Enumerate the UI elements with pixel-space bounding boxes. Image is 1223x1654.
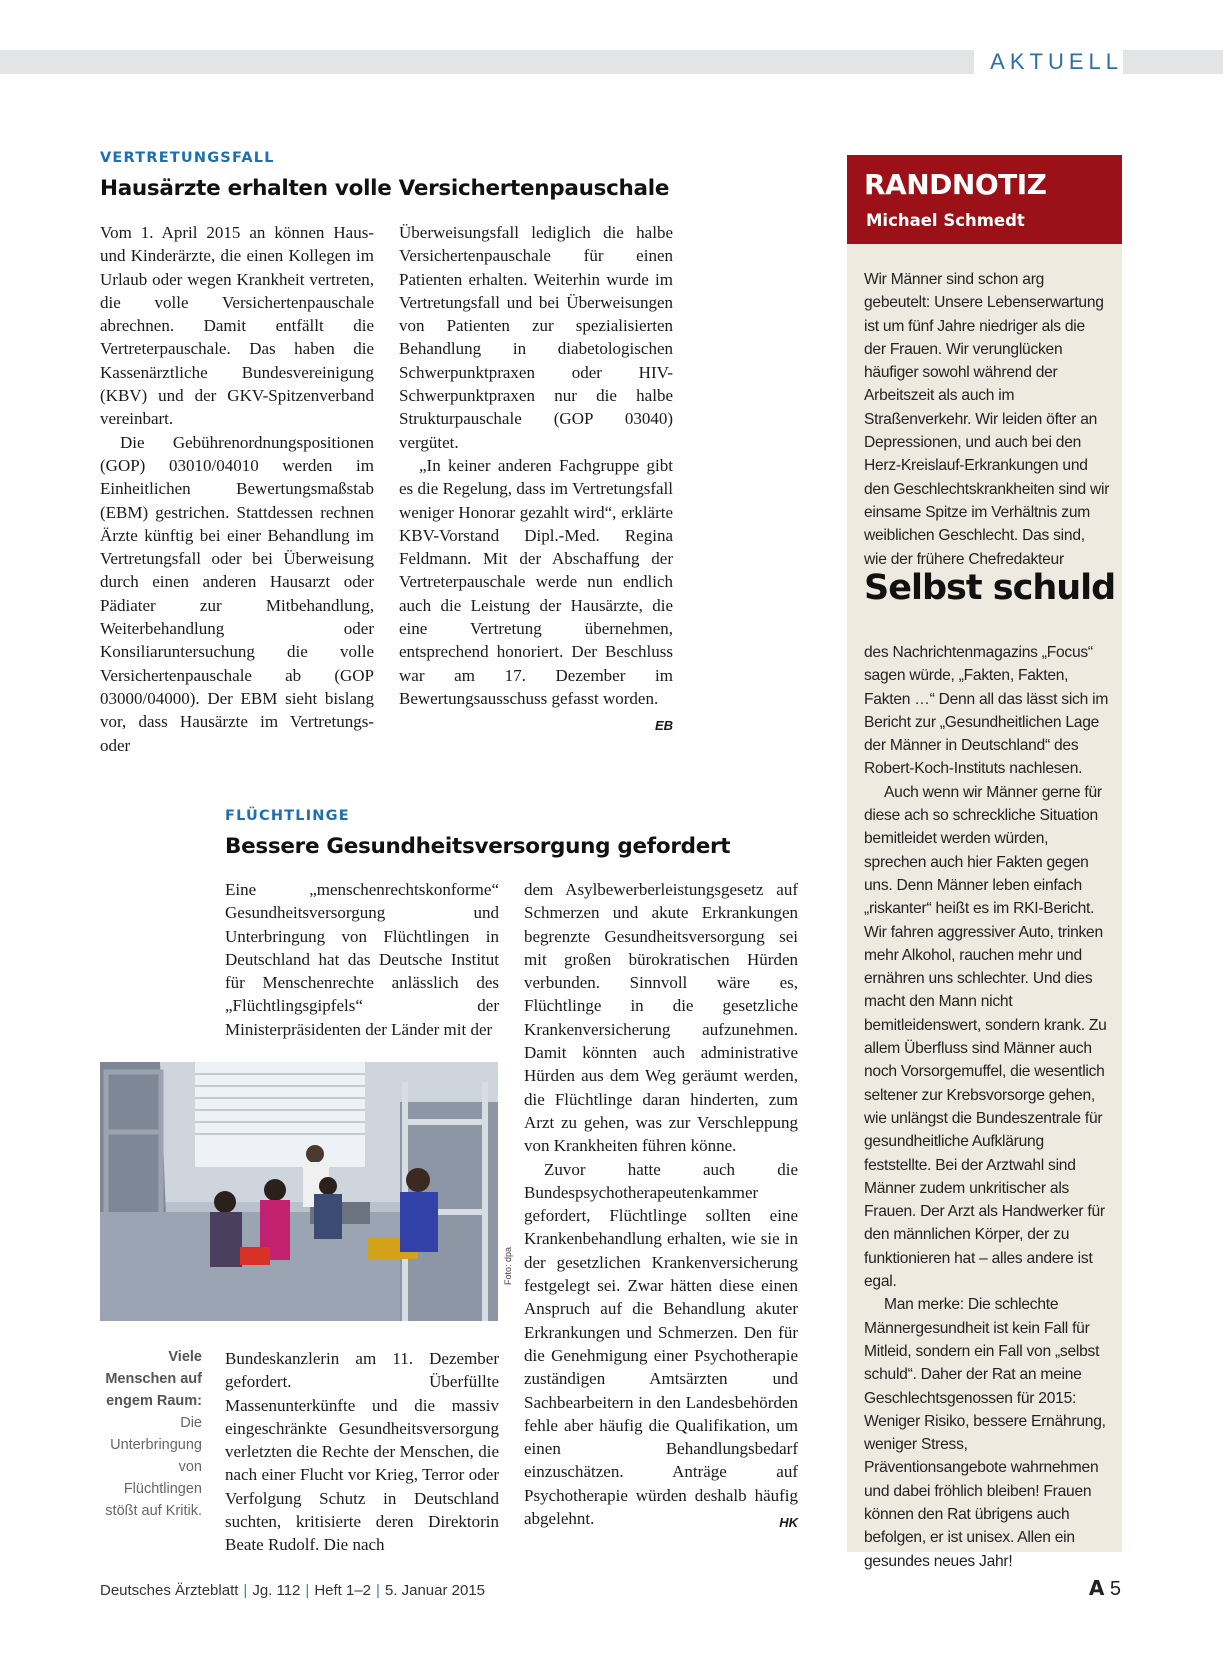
sidebar-big-title: Selbst schuld <box>864 568 1116 608</box>
sidebar-title: RANDNOTIZ <box>864 168 1047 201</box>
page-number <box>1089 1576 1121 1601</box>
article1-col2-para-2 <box>399 454 673 734</box>
footer-volume: Jg. 112 <box>252 1582 301 1599</box>
article1-column-2 <box>399 221 673 738</box>
footer-date: 5. Januar 2015 <box>384 1582 486 1599</box>
article2-col1-top-text: Eine „menschenrechtskonforme“ Gesundheitsversorgung und Unterbringung von Flüchtlingen in Deutschland hat das Deutsche Institut für Menschenrechte anlässlich des „Flüchtlingsgipfels“ der Ministerpräsidenten der Länder mit der <box>225 880 499 1039</box>
footer-journal: Deutsches Ärzteblatt <box>100 1582 239 1599</box>
photo-caption <box>100 1346 202 1522</box>
refugee-photo <box>100 1062 498 1321</box>
article2-headline: Bessere Gesundheitsversorgung gefordert <box>225 834 731 859</box>
article2-col2-para-1: dem Asylbewerberleistungsgesetz auf Schmerzen und akute Erkrankungen begrenzte Gesundheitsversorgung sei mit großen bürokratischen Hürden verbunden. Sinnvoll wäre es, Flüchtlinge in die gesetzliche Krankenversicherung aufzunehmen. Damit könnten auch administrative Hürden aus dem Weg geräumt werden, die Flüchtlinge daran hinderten, zum Arzt zu gehen, was zur Verschleppung von Krankheiten führen könne. <box>524 880 798 1156</box>
caption-text: Die Unterbringung von Flüchtlingen stößt auf Kritik. <box>105 1415 202 1519</box>
page-number-value: 5 <box>1109 1578 1121 1600</box>
article1-col2-para-2-text: „In keiner anderen Fachgruppe gibt es die Regelung, dass im Vertretungsfall weniger Honorar gezahlt wird“, erklärte KBV-Vorstand Dipl.-Med. Regina Feldmann. Mit der Abschaffung der Vertreterpauschale werde nun endlich auch die Leistung der Hausärzte, die eine Vertretung übernehmen, entsprechend honoriert. Der Beschluss war am 17. Dezember im Bewertungsausschuss gefasst worden. <box>399 455 673 708</box>
article2-kicker: FLÜCHTLINGE <box>225 808 350 824</box>
footer: Deutsches Ärzteblatt | Jg. 112 | Heft 1–2 | 5. Januar 2015 <box>100 1582 486 1599</box>
article2-col2-para-2 <box>524 1158 798 1531</box>
caption-bold: Viele Menschen auf engem Raum: <box>105 1349 202 1409</box>
article1-col1-para-1: Vom 1. April 2015 an können Haus- und Kinderärzte, die einen Kollegen im Urlaub oder wegen Krankheit vertreten, die volle Versichertenpauschale abrechnen. Damit entfällt die Vertreterpauschale. Das haben die Kassenärztliche Bundesvereinigung (KBV) und der GKV-Spitzenverband vereinbart. <box>100 223 374 429</box>
sidebar-para-3: Man merke: Die schlechte Männergesundheit ist kein Fall für Mitleid, sondern ein Fall von „selbst schuld“. Daher der Rat an meine Geschlechtsgenossen für 2015: Weniger Risiko, bessere Ernährung, weniger Stress, Präventionsangebote wahrnehmen und dabei fröhlich bleiben! Frauen können den Rat übrigens auch befolgen, er ist unisex. Allen ein gesundes neues Jahr! <box>864 1296 1106 1570</box>
article2-col1-bottom-text: Bundeskanzlerin am 11. Dezember gefordert. Überfüllte Massenunterkünfte und die massiv eingeschränkte Gesundheitsversorgung verletzten die Rechte der Menschen, die nach einer Flucht vor Krieg, Terror oder Verfolgung Schutz in Deutschland suchten, kritisierte deren Direktorin Beate Rudolf. Die nach <box>225 1349 499 1555</box>
article2-column-1-top <box>225 878 499 1041</box>
article2-signature: HK <box>779 1515 798 1531</box>
article2-column-2 <box>524 878 798 1534</box>
sidebar-intro-text: Wir Männer sind schon arg gebeutelt: Unsere Lebenserwartung ist um fünf Jahre niedriger als die der Frauen. Wir verunglücken häufiger sowohl während der Arbeitszeit als auch im Straßenverkehr. Wir leiden öfter an Depressionen, und auch bei den Herz-Kreislauf-Erkrankungen und den Geschlechtskrankheiten sind wir einsame Spitze im Verhältnis zum weiblichen Geschlecht. Das sind, wie der frühere Chefredakteur <box>864 271 1110 568</box>
sidebar-author: Michael Schmedt <box>866 211 1025 230</box>
refugee-photo-illustration <box>100 1062 498 1321</box>
section-label: AKTUELL <box>974 48 1123 76</box>
sidebar-body-text <box>864 641 1110 1573</box>
article1-column-1 <box>100 221 374 757</box>
article2-column-1-bottom <box>225 1347 499 1557</box>
sidebar-para-2: Auch wenn wir Männer gerne für diese ach so schreckliche Situation bemitleidet werden würden, sprechen auch hier Fakten gegen uns. Denn Männer leben einfach „riskanter“ heißt es im RKI-Bericht. Wir fahren aggressiver Auto, trinken mehr Alkohol, rauchen mehr und ernähren uns schlechter. Und dies macht den Mann nicht bemitleidenswert, sondern krank. Zu allem Überfluss sind Männer auch noch Vorsorgemuffel, die wesentlich seltener zur Krebsvorsorge gehen, wie unlängst die Bundeszentrale für gesundheitliche Aufklärung feststellte. Bei der Arztwahl sind Männer zudem unkritischer als Frauen. Der Arzt als Handwerker für den männlichen Körper, der zu funktionieren hat – alles andere ist egal. <box>864 783 1107 1291</box>
article1-headline: Hausärzte erhalten volle Versichertenpauschale <box>100 176 670 201</box>
page-prefix: A <box>1088 1576 1105 1600</box>
article1-col1-para-2: Die Gebührenordnungspositionen (GOP) 03010/04010 werden im Einheitlichen Bewertungsmaßstab (EBM) gestrichen. Stattdessen rechnen Ärzte künftig bei einer Behandlung im Vertretungsfall oder bei Überweisung durch einen anderen Hausarzt oder Pädiater zur Mitbehandlung, Weiterbehandlung oder Konsiliaruntersuchung die volle Versichertenpauschale ab (GOP 03000/04000). Der EBM sieht bislang vor, dass Hausärzte im Vertretungs- oder <box>100 432 374 755</box>
footer-issue: Heft 1–2 <box>314 1582 372 1599</box>
article1-kicker: VERTRETUNGSFALL <box>100 150 275 166</box>
sidebar-header <box>847 155 1122 244</box>
article2-col2-para-2-text: Zuvor hatte auch die Bundespsychotherapeutenkammer gefordert, Flüchtlinge sollten eine Krankenbehandlung erhalten, wie sie in der gesetzlichen Krankenversicherung festgelegt sei. Zwar hätten diese einen Anspruch auf die Behandlung akuter Erkrankungen und Schmerzen. Den für die Genehmigung einer Psychotherapie zuständigen Amtsärzten und Sachbearbeitern in den Landesbehörden fehle aber häufig die Qualifikation, um einen Behandlungsbedarf einzuschätzen. Anträge auf Psychotherapie würden deshalb häufig abgelehnt. <box>524 1159 798 1529</box>
sidebar-para-1: des Nachrichtenmagazins „Focus“ sagen würde, „Fakten, Fakten, Fakten …“ Denn all das lässt sich im Bericht zur „Gesundheitlichen Lage der Männer in Deutschland“ des Robert-Koch-Instituts nachlesen. <box>864 644 1109 778</box>
sidebar-intro <box>864 268 1110 571</box>
photo-credit: Foto: dpa <box>503 1246 513 1285</box>
article1-signature: EB <box>654 718 673 734</box>
article1-col2-para-1: Überweisungsfall lediglich die halbe Versichertenpauschale für einen Patienten erhalten. Weiterhin wurde im Vertretungsfall und bei Überweisungen von Patienten zur spezialisierten Behandlung in diabetologischen Schwerpunktpraxen oder HIV-Schwerpunktpraxen nur die halbe Strukturpauschale (GOP 03040) vergütet. <box>399 223 673 452</box>
